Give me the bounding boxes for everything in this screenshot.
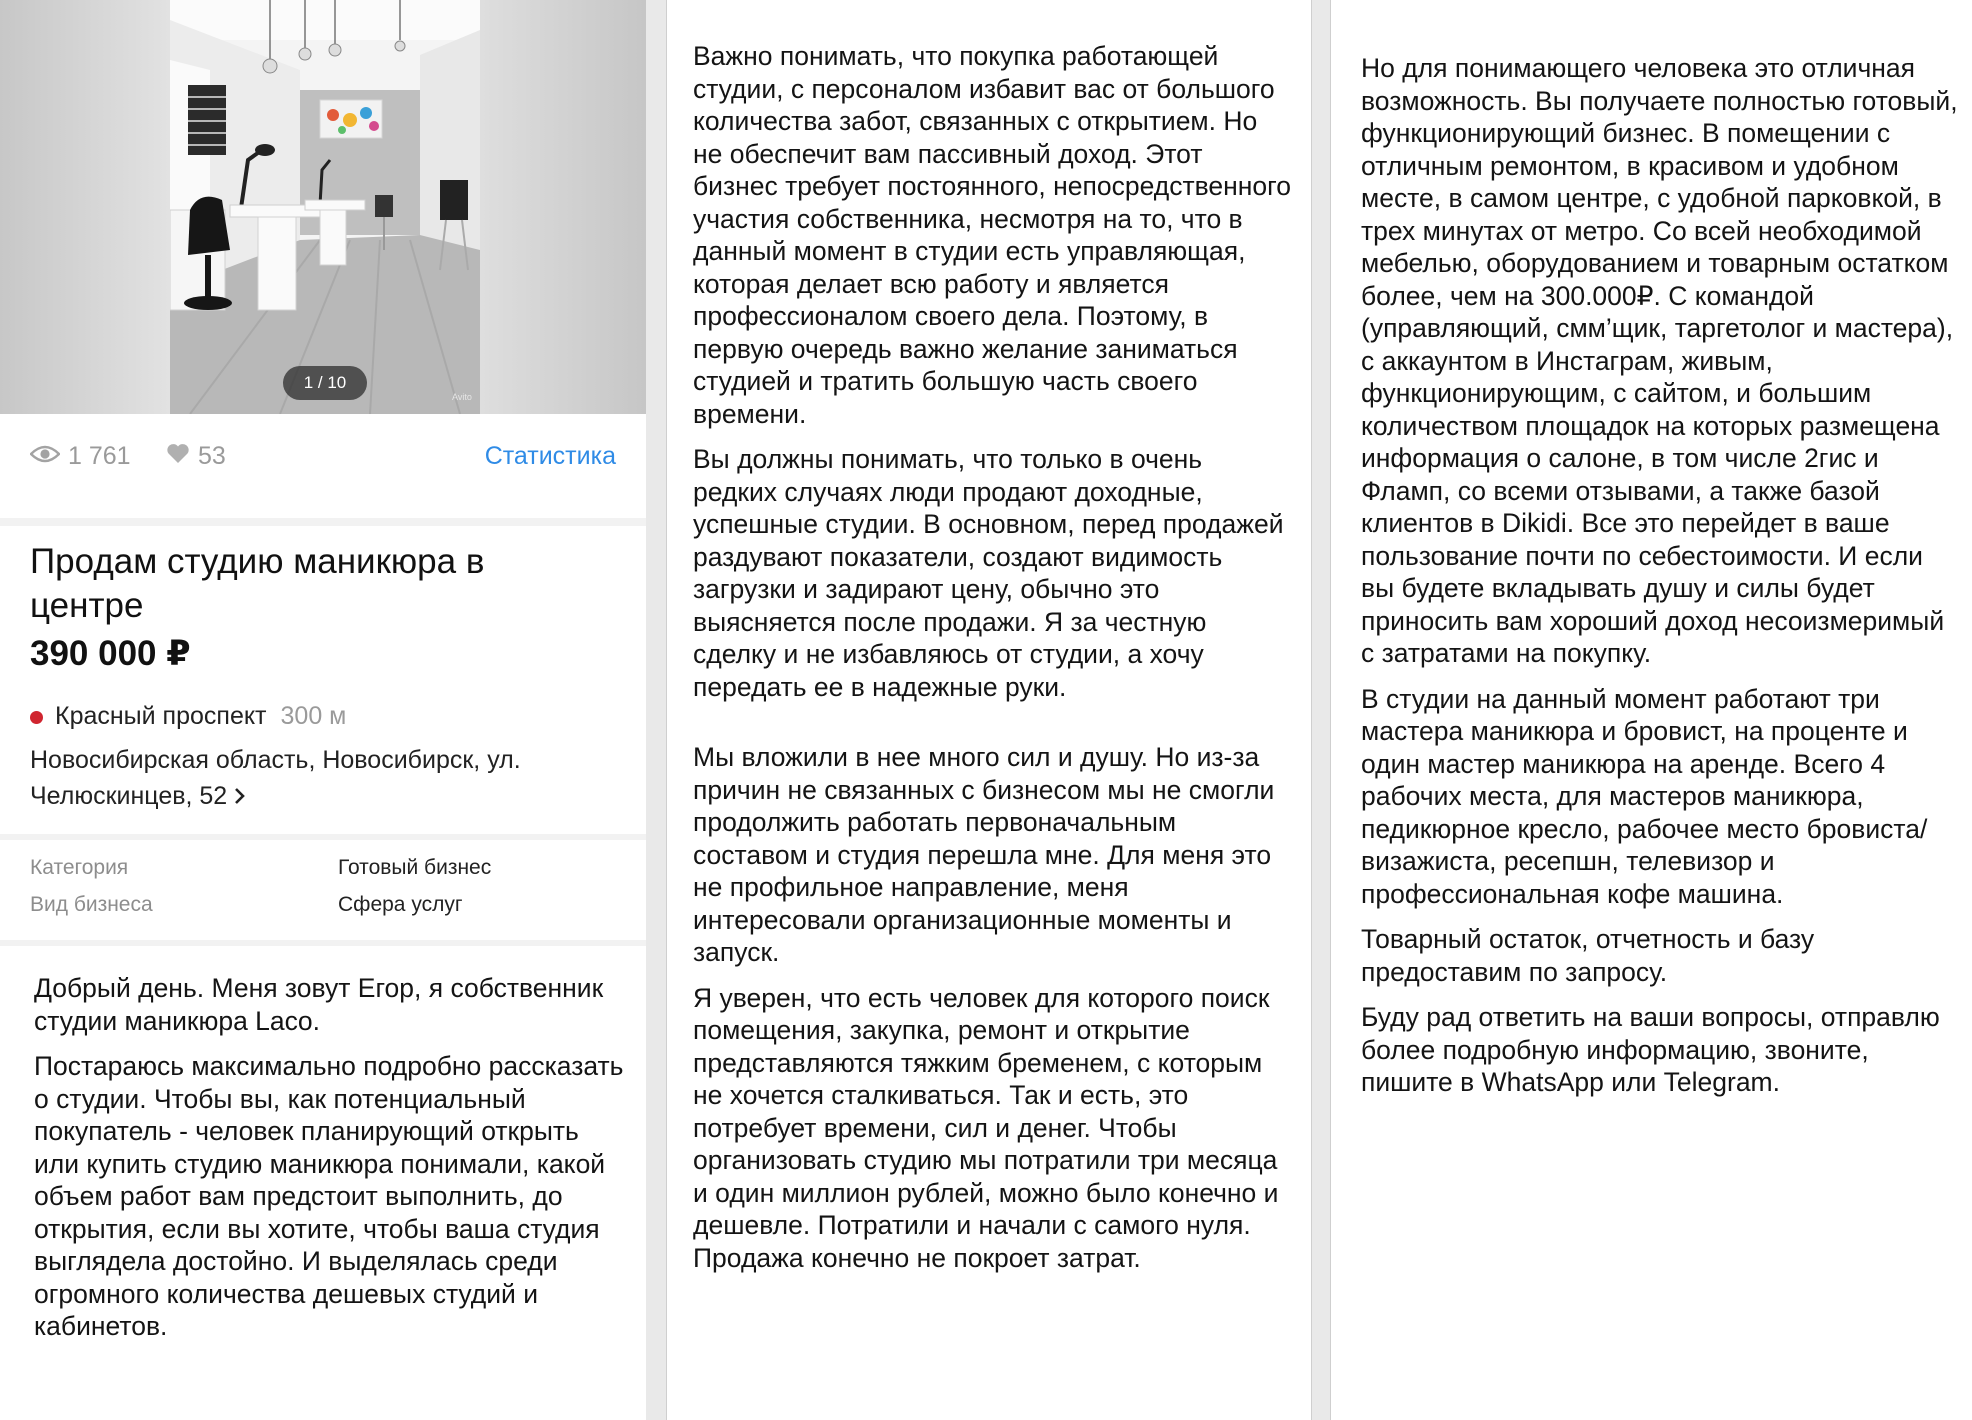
- gallery-photo[interactable]: [170, 0, 480, 414]
- description-paragraph: Добрый день. Меня зовут Егор, я собственник студии маникюра Laco.: [34, 973, 604, 1036]
- statistics-link[interactable]: Статистика: [484, 442, 616, 470]
- views-value: 1 761: [68, 442, 131, 470]
- salon-interior-image: [170, 0, 480, 414]
- description-continued-column: [666, 0, 1312, 1420]
- watermark-text: Avito: [452, 392, 472, 402]
- metro-distance: 300 м: [280, 702, 347, 730]
- photo-gallery[interactable]: [0, 0, 646, 414]
- description-paragraph: Мы вложили в нее много сил и душу. Но из-за причин не связанных с бизнесом мы не смогли продолжить работать первоначальным составом и студия перешла мне. Для меня это не профильное направление, меня интересовали организационные моменты и запуск.: [693, 742, 1275, 967]
- favorites-value: 53: [198, 442, 226, 470]
- gallery-blur-left: [0, 0, 170, 414]
- listing-header-card: [0, 526, 646, 834]
- listing-card-column: [0, 0, 646, 1420]
- listing-price: 390 000 ₽: [30, 634, 191, 673]
- description-paragraph: Буду рад ответить на ваши вопросы, отправлю более подробную информацию, звоните, пишите в WhatsApp или Telegram.: [1361, 1002, 1940, 1097]
- description-text: [1361, 52, 1961, 1112]
- favorites-count: [166, 442, 226, 471]
- param-key: Вид бизнеса: [30, 893, 153, 916]
- description-paragraph: В студии на данный момент работают три мастера маникюра и бровист, на проценте и один мастер маникюра на аренде. Всего 4 рабочих места, для мастеров маникюра, педикюрное кресло, рабочее место бровиста/визажиста, ресепшн, телевизор и профессиональная кофе машина.: [1361, 683, 1928, 909]
- description-card: [0, 946, 646, 1420]
- description-paragraph: Постараюсь максимально подробно рассказать о студии. Чтобы вы, как потенциальный покупатель - человек планирующий открыть или купить студию маникюра понимали, какой объем работ вам предстоит выполнить, до открытия, если вы хотите, чтобы ваша студия выглядела достойно. И выделялась среди огромного количества дешевых студий и кабинетов.: [34, 1051, 624, 1341]
- description-paragraph: Вы должны понимать, что только в очень редких случаях люди продают доходные, успешные студии. В основном, перед продажей раздувают показатели, создают видимость загрузки и задирают цену, обычно это выясняется после продажи. Я за честную сделку и не избавляюсь от студии, а хочу передать ее в надежные руки.: [693, 444, 1284, 702]
- description-text: [693, 40, 1293, 1287]
- address-text: Новосибирская область, Новосибирск, ул. Челюскинцев, 52: [30, 746, 521, 810]
- metro-station: [30, 702, 346, 731]
- description-paragraph: Но для понимающего человека это отличная возможность. Вы получаете полностью готовый, функционирующий бизнес. В помещении с отличным ремонтом, в красивом и удобном месте, в самом центре, с удобной парковкой, в трех минутах от метро. Со всей необходимой мебелью, оборудованием и товарным остатком более, чем на 300.000₽. С командой (управляющий, смм’щик, таргетолог и мастера), с аккаунтом в Инстаграм, живым, функционирующим, с сайтом, и большим количеством площадок на которых размещена информация о салоне, в том числе 2гис и Фламп, со всеми отзывами, а также базой клиентов в Dikidi. Все это перейдет в ваше пользование почти по себестоимости. И если вы будете вкладывать душу и силы будет приносить вам хороший доход несоизмеримый с затратами на покупку.: [1361, 53, 1958, 668]
- param-value: Готовый бизнес: [338, 856, 492, 879]
- gallery-blur-right: [480, 0, 646, 414]
- description-paragraph: Я уверен, что есть человек для которого поиск помещения, закупка, ремонт и открытие представляются тяжким бременем, с которым не хочется сталкиваться. Так и есть, это потребует времени, сил и денег. Чтобы организовать студию мы потратили три месяца и один миллион рублей, можно было конечно и дешевле. Потратили и начали с самого нуля. Продажа конечно не покроет затрат.: [693, 982, 1279, 1273]
- description-paragraph: Товарный остаток, отчетность и базу предоставим по запросу.: [1361, 924, 1815, 987]
- description-paragraph: Важно понимать, что покупка работающей студии, с персоналом избавит вас от большого количества забот, связанных с открытием. Но не обеспечит вам пассивный доход. Этот бизнес требует постоянного, непосредственного участия собственника, несмотря на то, что в данный момент в студии есть управляющая, которая делает всю работу и является профессионалом своего дела. Поэтому, в первую очередь важно желание заниматься студией и тратить большую часть своего времени.: [693, 41, 1291, 429]
- views-count: [30, 442, 131, 471]
- description-final-column: [1330, 0, 1972, 1420]
- heart-icon: [166, 442, 190, 471]
- stats-bar: [0, 414, 646, 518]
- params-card: [0, 840, 646, 940]
- chevron-right-icon: [233, 779, 245, 815]
- metro-line-icon: [30, 711, 43, 724]
- param-key: Категория: [30, 856, 129, 879]
- metro-station-name: Красный проспект: [55, 702, 267, 730]
- address-link[interactable]: [30, 742, 620, 815]
- param-value: Сфера услуг: [338, 893, 463, 916]
- photo-counter: 1 / 10: [283, 366, 367, 400]
- eye-icon: [30, 442, 60, 471]
- description-text: [34, 972, 624, 1356]
- listing-title: Продам студию маникюра в центре: [30, 542, 485, 625]
